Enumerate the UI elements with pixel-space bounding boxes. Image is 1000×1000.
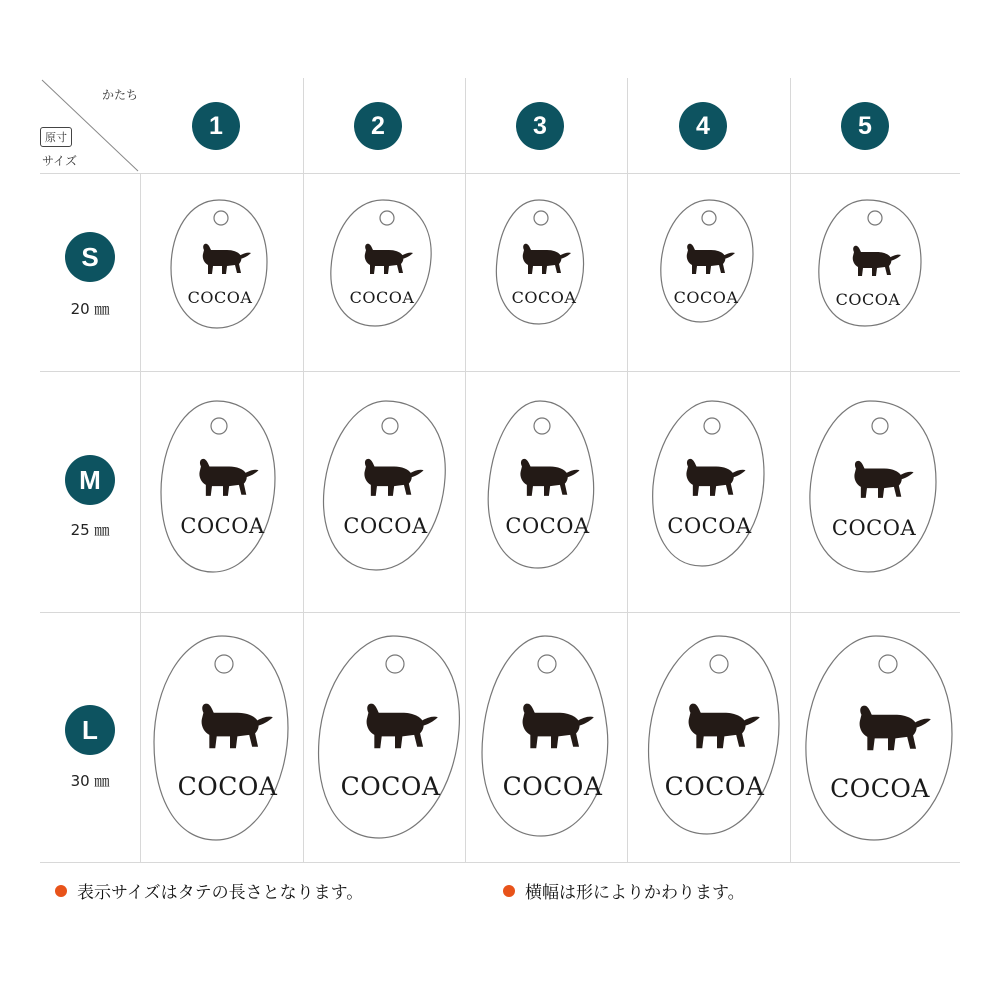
tag-cell-s5 — [803, 196, 933, 336]
dog-silhouette-icon — [184, 698, 276, 760]
dog-silhouette-icon — [675, 240, 737, 282]
dog-silhouette-icon — [185, 454, 261, 506]
dog-silhouette-icon — [191, 240, 253, 282]
tag-cell-m5 — [794, 396, 954, 581]
tag-cell-l4 — [627, 630, 802, 850]
tag-cell-s3 — [479, 196, 609, 336]
column-badge-2: 2 — [354, 102, 402, 150]
tag-name-m4: COCOA — [667, 514, 752, 538]
grid-hline-s-m — [40, 371, 960, 372]
tag-name-s1: COCOA — [187, 288, 253, 307]
tag-cell-l2 — [303, 630, 478, 850]
column-badge-4: 4 — [679, 102, 727, 150]
grid-hline-bottom — [40, 862, 960, 863]
column-badge-1: 1 — [192, 102, 240, 150]
tag-name-s3: COCOA — [511, 288, 577, 307]
row-size-l: 30 ㎜ — [70, 772, 110, 790]
row-badge-m: M — [65, 455, 115, 505]
tag-name-m2: COCOA — [343, 514, 428, 538]
tag-name-l2: COCOA — [340, 772, 441, 801]
tag-name-s2: COCOA — [349, 288, 415, 307]
tag-name-l1: COCOA — [177, 772, 278, 801]
dog-silhouette-icon — [840, 456, 916, 508]
tag-cell-l5 — [790, 630, 970, 850]
dog-silhouette-icon — [671, 698, 763, 760]
dog-silhouette-icon — [506, 454, 582, 506]
tag-name-s5: COCOA — [835, 290, 901, 309]
actual-size-badge: 原寸 — [40, 127, 72, 147]
tag-name-l5: COCOA — [830, 774, 930, 803]
tag-cell-s2 — [317, 196, 447, 336]
tag-cell-m3 — [470, 396, 625, 581]
shape-header-label: かたち — [101, 88, 138, 102]
grid-hline-header — [40, 173, 960, 174]
tag-cell-l3 — [465, 630, 640, 850]
dog-silhouette-icon — [353, 240, 415, 282]
size-header-label: サイズ — [42, 154, 78, 168]
dog-silhouette-icon — [672, 454, 748, 506]
bullet-dot-icon — [503, 885, 515, 897]
tag-name-l4: COCOA — [664, 772, 765, 801]
row-badge-l: L — [65, 705, 115, 755]
tag-name-m5: COCOA — [831, 516, 917, 540]
tag-cell-m2 — [308, 396, 463, 581]
footnote-1-text: 表示サイズはタテの長さとなります。 — [77, 883, 364, 903]
footnote-1 — [55, 878, 363, 903]
tag-name-m3: COCOA — [505, 514, 590, 538]
footnote-2 — [503, 878, 745, 903]
grid-hline-m-l — [40, 612, 960, 613]
dog-silhouette-icon — [841, 242, 903, 284]
tag-cell-s4 — [641, 196, 771, 336]
column-badge-5: 5 — [841, 102, 889, 150]
dog-silhouette-icon — [349, 698, 441, 760]
dog-silhouette-icon — [350, 454, 426, 506]
footnote-2-text: 横幅は形によりかわります。 — [525, 883, 745, 903]
column-badge-3: 3 — [516, 102, 564, 150]
tag-name-s4: COCOA — [673, 288, 739, 307]
footnotes — [55, 878, 955, 914]
row-size-m: 25 ㎜ — [70, 521, 110, 539]
bullet-dot-icon — [55, 885, 67, 897]
dog-silhouette-icon — [505, 698, 597, 760]
tag-cell-m4 — [632, 396, 787, 581]
tag-cell-l1 — [140, 630, 315, 850]
row-badge-s: S — [65, 232, 115, 282]
tag-name-m1: COCOA — [180, 514, 265, 538]
row-size-s: 20 ㎜ — [70, 300, 110, 318]
tag-name-l3: COCOA — [502, 772, 603, 801]
corner-header-cell — [40, 78, 140, 173]
dog-silhouette-icon — [511, 240, 573, 282]
tag-cell-m1 — [145, 396, 300, 581]
dog-silhouette-icon — [842, 700, 934, 762]
tag-cell-s1 — [155, 196, 285, 336]
